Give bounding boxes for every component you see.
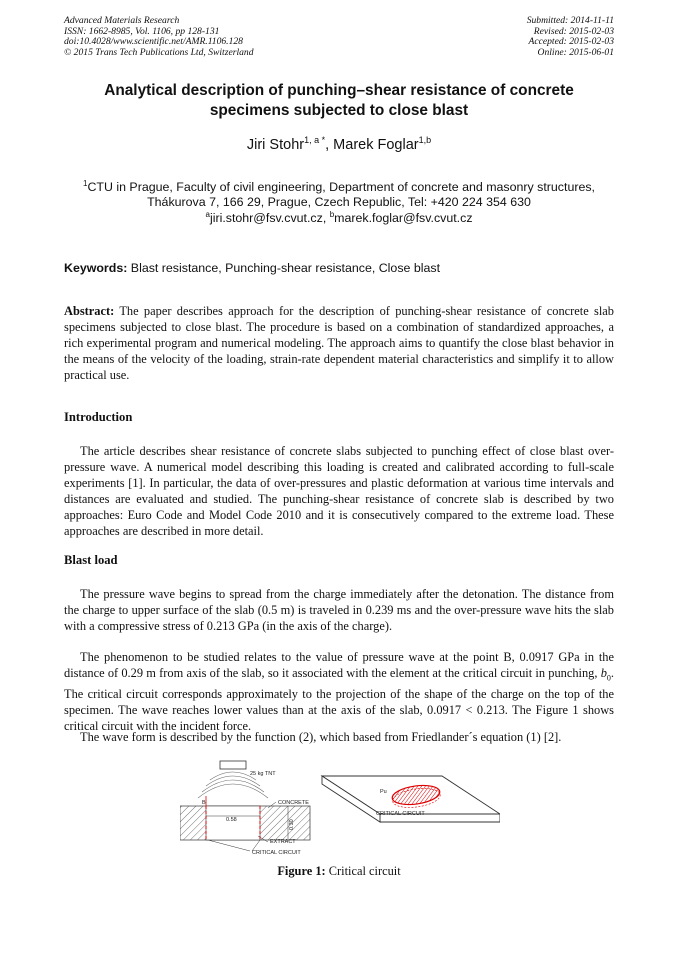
- abstract-text: The paper describes approach for the description of punching-shear resistance of concrete slab specimens subjected to close blast. The procedure is based on a combination of standardized approaches, a rich experimental program and numerical modeling. The approach aims to quantify the close blast behavior in the means of the velocity of the loading, strain-rate dependent material characteristics and simplify it to allow practical use.: [64, 304, 614, 382]
- email-separator: ,: [322, 211, 330, 226]
- figure-caption-text: Critical circuit: [325, 864, 401, 878]
- date-online: Online: 2015-06-01: [537, 46, 614, 58]
- blast-paragraph-2a: The phenomenon to be studied relates to the value of pressure wave at the point B, 0.0917 GPa in the distance of 0.29 m from axis of the slab, so it associated with the element at the critical circuit in punching,: [64, 650, 614, 680]
- perspective-view: [322, 776, 500, 822]
- label-058: 0.58: [226, 817, 237, 823]
- tnt-charge: [220, 761, 246, 769]
- blast-paragraph-3: [64, 729, 614, 745]
- authors: [64, 135, 614, 153]
- date-accepted: Accepted: 2015-02-03: [528, 36, 614, 48]
- date-revised: Revised: 2015-02-03: [533, 25, 614, 37]
- author-separator: ,: [325, 136, 334, 153]
- label-b: B: [202, 800, 206, 806]
- label-critical-circuit-right: CRITICAL CIRCUIT: [376, 811, 425, 817]
- email-b-sup: b: [329, 210, 335, 219]
- author-1: Jiri Stohr: [246, 136, 305, 153]
- figure-caption: [64, 864, 614, 879]
- keywords: [64, 261, 614, 275]
- intro-paragraph: [64, 443, 614, 539]
- section-view: [180, 761, 310, 856]
- heading-introduction: Introduction: [64, 410, 133, 424]
- extract-core: [206, 806, 260, 840]
- blast-paragraph-1-text: The pressure wave begins to spread from the charge immediately after the detonation. The distance from the charge to upper surface of the slab (0.5 m) is traveled in 0.239 ms and the over-pressure wave hits the slab with a compressive stress of 0.213 GPa (in the axis of the charge).: [64, 587, 614, 633]
- author-2-sup: 1,b: [418, 135, 432, 145]
- affiliation-text: CTU in Prague, Faculty of civil engineering, Department of concrete and masonry structures, Thákurova 7, 166 29, Prague, Czech Republic, Tel: +420 224 354 630: [87, 180, 595, 210]
- figure-drawing: [180, 758, 500, 860]
- author-1-sup: 1, a *: [304, 135, 326, 145]
- blast-paragraph-1: [64, 586, 614, 634]
- blast-paragraph-2: [64, 649, 614, 734]
- blast-paragraph-3-text: The wave form is described by the function (2), which based from Friedlander´s equation (1) [2].: [80, 730, 562, 744]
- label-critical-circuit-left: CRITICAL CIRCUIT: [252, 850, 301, 856]
- email-b[interactable]: marek.foglar@fsv.cvut.cz: [334, 211, 473, 226]
- figure-caption-label: Figure 1:: [277, 864, 326, 878]
- heading-blast-load: Blast load: [64, 553, 118, 567]
- label-concrete: CONCRETE: [278, 800, 309, 806]
- email-a-sup: a: [205, 210, 210, 219]
- author-2: Marek Foglar: [333, 136, 419, 153]
- label-extract: EXTRACT: [270, 839, 296, 845]
- paper-title: Analytical description of punching–shear resistance of concrete specimens subjected to close blast: [104, 82, 574, 119]
- journal-name: Advanced Materials Research: [64, 15, 180, 26]
- label-030: 0.30: [289, 819, 295, 830]
- journal-issn: ISSN: 1662-8985, Vol. 1106, pp 128-131: [64, 25, 220, 37]
- abstract: [64, 303, 614, 383]
- emails: [64, 210, 614, 225]
- intro-paragraph-text: The article describes shear resistance of concrete slabs subjected to punching effect of close blast over-pressure wave. A numerical model describing this loading is created and calibrated according to full-scale experiments [1]. In particular, the data of over-pressures and plastic deformation at various time intervals and distances are evaluated and studied. The punching-shear resistance of concrete slab is described by two approaches: Euro Code and Model Code 2010 and it is consecutively compared to the extreme load. These approaches are described in more detail.: [64, 444, 614, 538]
- abstract-label: Abstract:: [64, 304, 115, 318]
- dates-meta: [527, 16, 614, 58]
- label-tnt: 25 kg TNT: [250, 771, 276, 777]
- keywords-text: Blast resistance, Punching-shear resistance, Close blast: [127, 261, 441, 275]
- b0-subscript: 0: [606, 673, 611, 683]
- blast-paragraph-2b: . The critical circuit corresponds approximately to the projection of the shape of the charge on the top of the specimen. The wave reaches lower values than at the axis of the slab, 0.0917 < 0.213. The Figure 1 shows critical circuit with the incident force.: [64, 666, 614, 734]
- journal-doi: doi:10.4028/www.scientific.net/AMR.1106.128: [64, 36, 243, 48]
- date-submitted: Submitted: 2014-11-11: [526, 15, 614, 26]
- keywords-label: Keywords:: [64, 261, 128, 275]
- affiliation: [64, 176, 614, 210]
- label-pu: Pu: [380, 789, 387, 795]
- journal-copyright: © 2015 Trans Tech Publications Ltd, Switzerland: [64, 46, 254, 58]
- figure-critical-circuit: [180, 758, 500, 860]
- email-a[interactable]: jiri.stohr@fsv.cvut.cz: [209, 211, 323, 226]
- affiliation-sup: 1: [82, 179, 88, 188]
- journal-meta: [64, 16, 254, 58]
- b0-symbol: b: [600, 666, 607, 680]
